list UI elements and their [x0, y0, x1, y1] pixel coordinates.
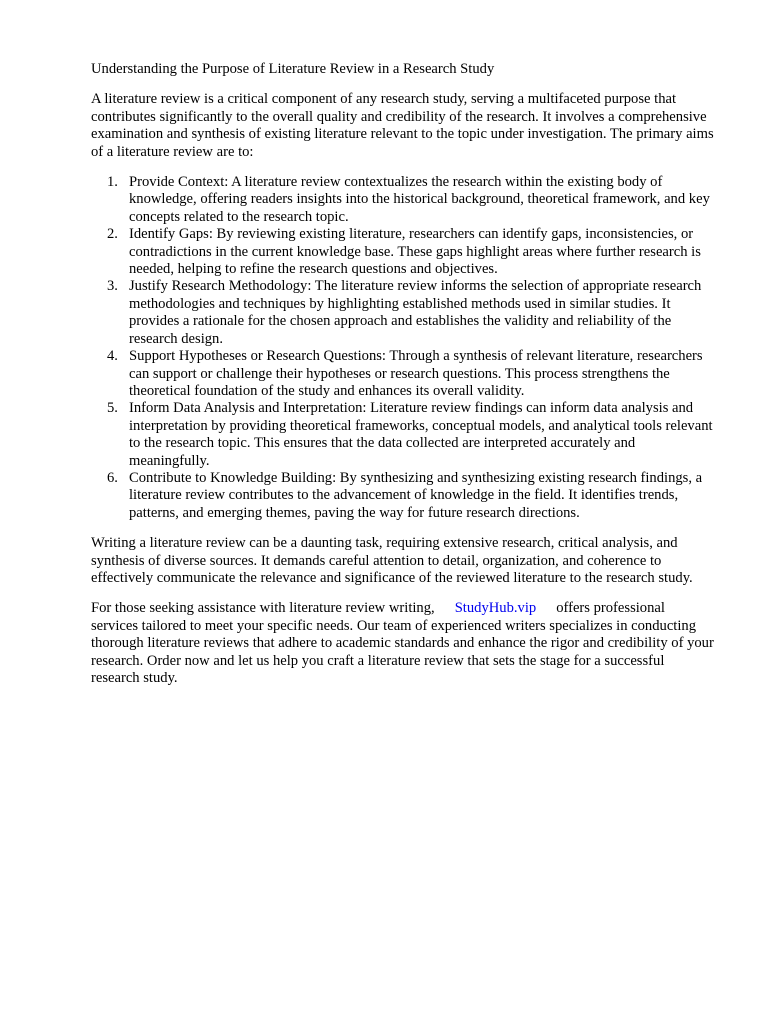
- list-item: [107, 400, 714, 470]
- list-item-number: 1.: [107, 174, 118, 191]
- list-item-text: Justify Research Methodology: The literature review informs the selection of appropriate research methodologies and techniques by highlighting established methods used in similar studies. It provides a rationale for the chosen approach and establishes the validity and reliability of the research design.: [129, 278, 702, 347]
- list-item-text: Provide Context: A literature review contextualizes the research within the existing body of knowledge, offering readers insights into the historical background, theoretical framework, and key concepts related to the research topic.: [129, 174, 710, 225]
- list-item: [107, 278, 714, 348]
- list-item-text: Inform Data Analysis and Interpretation: Literature review findings can inform data analysis and interpretation by providing theoretical frameworks, conceptual models, and analytical tools relevant to the research topic. This ensures that the data collected are interpreted accurately and meaningfully.: [129, 400, 713, 469]
- aims-list: [91, 174, 718, 522]
- list-item-number: 5.: [107, 400, 118, 417]
- assistance-text-before-link: For those seeking assistance with literature review writing,: [91, 600, 435, 617]
- intro-paragraph: A literature review is a critical component of any research study, serving a multifaceted purpose that contributes significantly to the overall quality and credibility of the research. It involves a comprehensive examination and synthesis of existing literature relevant to the topic under investigation. The primary aims of a literature review are to:: [91, 91, 714, 160]
- list-item-number: 6.: [107, 469, 118, 486]
- list-item-number: 4.: [107, 348, 118, 365]
- page-title: Understanding the Purpose of Literature Review in a Research Study: [91, 61, 495, 77]
- list-item: [107, 226, 714, 278]
- list-item-text: Identify Gaps: By reviewing existing literature, researchers can identify gaps, inconsistencies, or contradictions in the current knowledge base. These gaps highlight areas where further research is needed, helping to refine the research questions and objectives.: [129, 226, 701, 278]
- list-item-number: 2.: [107, 226, 118, 243]
- list-item-text: Contribute to Knowledge Building: By synthesizing and synthesizing existing research findings, a literature review contributes to the advancement of knowledge in the field. It identifies trends, patterns, and emerging themes, paving the way for future research directions.: [129, 469, 703, 521]
- studyhub-link[interactable]: StudyHub.vip: [454, 600, 537, 617]
- list-item: [107, 348, 714, 400]
- list-item: [107, 469, 714, 522]
- assistance-paragraph: [91, 600, 718, 687]
- list-item-text: Support Hypotheses or Research Questions: Through a synthesis of relevant literature, researchers can support or challenge their hypotheses or research questions. This process strengthens the theoretical foundation of the study and enhances its overall validity.: [129, 348, 703, 399]
- list-item: [107, 174, 714, 226]
- list-item-number: 3.: [107, 278, 118, 295]
- writing-paragraph: Writing a literature review can be a daunting task, requiring extensive research, critical analysis, and synthesis of diverse sources. It demands careful attention to detail, organization, and coherence to effectively communicate the relevance and significance of the reviewed literature to the research study.: [91, 535, 693, 586]
- assistance-text-after-link: offers professional services tailored to meet your specific needs. Our team of experienced writers specializes in conducting thorough literature reviews that adhere to academic standards and enhance the rigor and credibility of your research. Order now and let us help you craft a literature review that sets the stage for a successful research study.: [91, 600, 714, 686]
